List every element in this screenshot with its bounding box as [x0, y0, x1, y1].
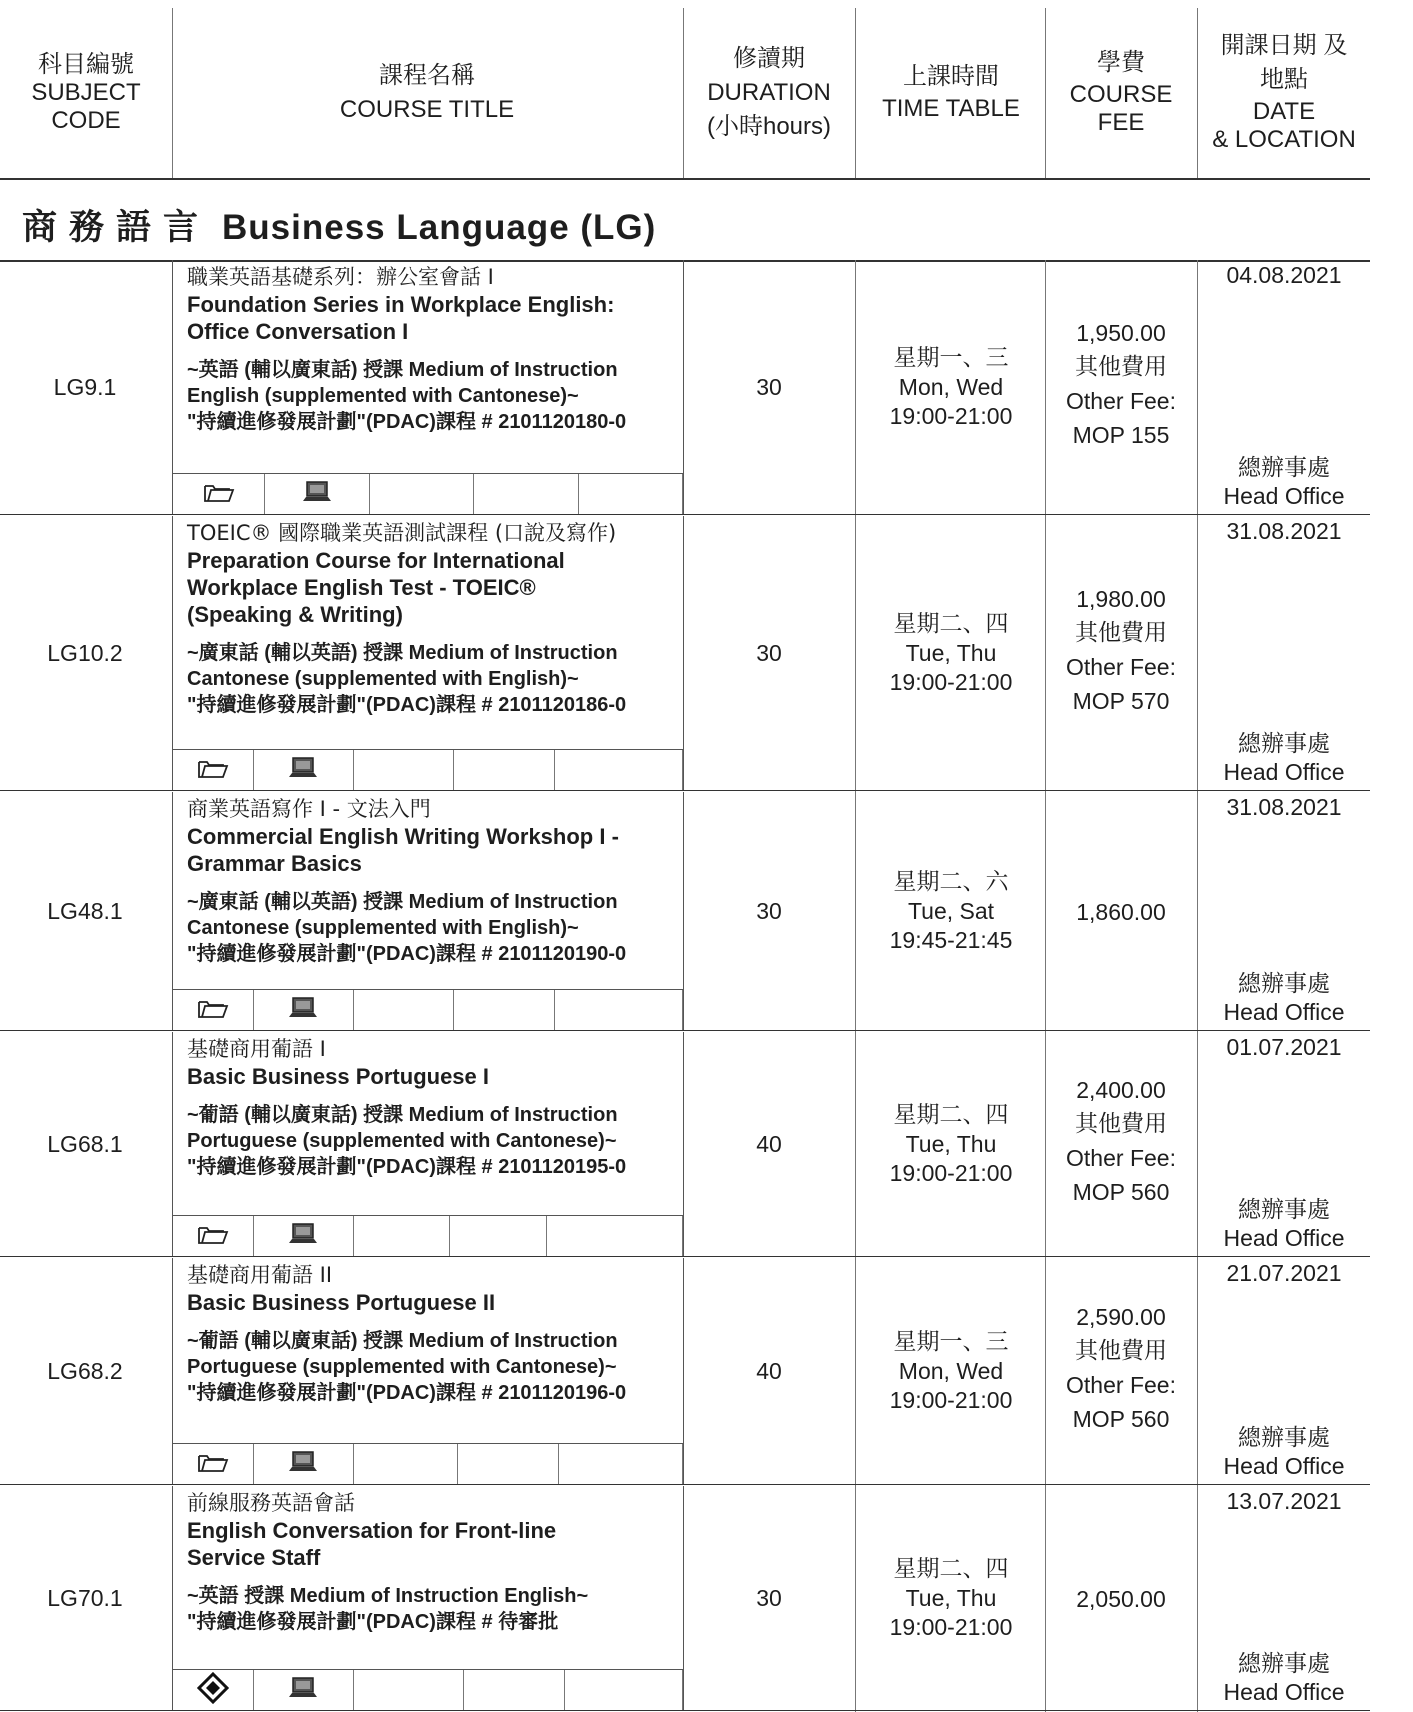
row-rule — [0, 790, 1370, 791]
instruction-medium: "持續進修發展計劃"(PDAC)課程 # 2101120180-0 — [187, 411, 627, 433]
header-label: 開課日期 及 — [1220, 32, 1348, 59]
instruction-medium: Cantonese (supplemented with English)~ — [187, 668, 579, 690]
course-text — [187, 1262, 677, 1406]
icon-cell — [547, 1216, 683, 1256]
course-fee — [1046, 1300, 1196, 1436]
days-zh: 星期二、六 — [893, 869, 1009, 895]
header-time-table — [856, 8, 1046, 178]
instruction-medium-block — [187, 357, 677, 435]
location-zh: 總辦事處 — [1238, 1197, 1330, 1223]
diamond-icon — [197, 1672, 229, 1709]
instruction-medium: ~廣東話 (輔以英語) 授課 Medium of Instruction — [187, 891, 618, 913]
course-title-zh: 商業英語寫作 I - 文法入門 — [187, 797, 431, 821]
course-row — [0, 1258, 1370, 1486]
header-label: TIME TABLE — [882, 95, 1020, 122]
days-zh: 星期一、三 — [893, 345, 1009, 371]
course-title-en-block — [187, 823, 677, 877]
location — [1198, 1650, 1370, 1706]
header-label: DURATION — [707, 79, 831, 106]
class-time: 19:00-21:00 — [889, 669, 1013, 695]
other-fee-zh: 其他費用 — [1075, 354, 1167, 380]
days-zh: 星期二、四 — [893, 1556, 1009, 1582]
course-title-zh: 職業英語基礎系列：辦公室會話 I — [187, 265, 494, 289]
course-title-en-block — [187, 1289, 677, 1316]
location — [1198, 730, 1370, 786]
header-course-fee — [1046, 8, 1196, 178]
location-zh: 總辦事處 — [1238, 1651, 1330, 1677]
icon-cell — [254, 990, 354, 1030]
course-text — [187, 1036, 677, 1180]
course-row — [0, 792, 1370, 1032]
course-title-zh: TOEIC® 國際職業英語測試課程 (口說及寫作) — [187, 521, 617, 545]
instruction-medium: Portuguese (supplemented with Cantonese)~ — [187, 1356, 617, 1378]
course-title-en: Preparation Course for International — [187, 548, 565, 573]
instruction-medium: ~廣東話 (輔以英語) 授課 Medium of Instruction — [187, 642, 618, 664]
instruction-medium: "持續進修發展計劃"(PDAC)課程 # 2101120195-0 — [187, 1156, 627, 1178]
location-en: Head Office — [1223, 759, 1345, 785]
course-title-en-block — [187, 291, 677, 345]
instruction-medium: Cantonese (supplemented with English)~ — [187, 917, 579, 939]
time-table — [856, 1101, 1046, 1188]
course-title-en: Basic Business Portuguese II — [187, 1290, 496, 1315]
start-date: 13.07.2021 — [1226, 1488, 1342, 1514]
row-rule — [0, 514, 1370, 515]
icon-cell — [173, 474, 265, 514]
header-label: COURSE TITLE — [339, 96, 515, 123]
days-en: Tue, Thu — [905, 640, 997, 666]
course-row — [0, 260, 1370, 516]
class-time: 19:00-21:00 — [889, 403, 1013, 429]
subject-code: LG70.1 — [47, 1585, 123, 1611]
header-label: DATE — [1252, 98, 1316, 125]
icon-strip — [173, 749, 683, 790]
other-fee-amount: MOP 155 — [1072, 422, 1170, 448]
header-label: SUBJECT — [31, 79, 141, 106]
course-row — [0, 1486, 1370, 1712]
course-fee — [1046, 582, 1196, 718]
column-divider — [1197, 8, 1198, 178]
location-en: Head Office — [1223, 483, 1345, 509]
days-zh: 星期一、三 — [893, 1329, 1009, 1355]
instruction-medium: ~英語 授課 Medium of Instruction English~ — [187, 1585, 589, 1607]
location-zh: 總辦事處 — [1238, 1425, 1330, 1451]
column-divider — [172, 8, 173, 178]
header-label: 修讀期 — [733, 45, 805, 72]
instruction-medium: Portuguese (supplemented with Cantonese)~ — [187, 1130, 617, 1152]
header-rule — [0, 178, 1370, 180]
course-title-en: Grammar Basics — [187, 851, 362, 876]
course-title-en: Foundation Series in Workplace English: — [187, 292, 615, 317]
days-en: Tue, Sat — [907, 898, 995, 924]
course-title-en: Office Conversation I — [187, 319, 409, 344]
other-fee-amount: MOP 570 — [1072, 688, 1170, 714]
course-title-en: (Speaking & Writing) — [187, 602, 403, 627]
icon-strip — [173, 989, 683, 1030]
course-title-cell — [172, 260, 684, 515]
course-text — [187, 1490, 677, 1635]
location-zh: 總辦事處 — [1238, 731, 1330, 757]
days-en: Tue, Thu — [905, 1131, 997, 1157]
other-fee-zh: 其他費用 — [1075, 1338, 1167, 1364]
column-divider — [683, 8, 684, 178]
instruction-medium: ~葡語 (輔以廣東話) 授課 Medium of Instruction — [187, 1330, 618, 1352]
location-en: Head Office — [1223, 1225, 1345, 1251]
header-label: FEE — [1097, 109, 1145, 136]
icon-cell — [458, 1444, 558, 1484]
time-table — [856, 1555, 1046, 1642]
instruction-medium: ~葡語 (輔以廣東話) 授課 Medium of Instruction — [187, 1104, 618, 1126]
laptop-icon — [301, 479, 333, 510]
duration: 40 — [756, 1131, 782, 1157]
icon-cell — [354, 1670, 464, 1710]
course-title-cell — [172, 792, 684, 1031]
course-title-en-block — [187, 1517, 677, 1571]
icon-cell — [464, 1670, 564, 1710]
other-fee-label: Other Fee: — [1066, 388, 1176, 414]
start-date: 31.08.2021 — [1226, 794, 1342, 820]
row-rule — [0, 1256, 1370, 1257]
duration: 30 — [756, 374, 782, 400]
other-fee-label: Other Fee: — [1066, 1372, 1176, 1398]
icon-cell — [354, 1216, 450, 1256]
start-date: 21.07.2021 — [1226, 1260, 1342, 1286]
header-label: 科目編號 — [38, 51, 134, 78]
row-rule — [0, 1484, 1370, 1485]
course-title-en-block — [187, 547, 677, 628]
course-fee — [1046, 895, 1196, 929]
start-date: 04.08.2021 — [1226, 262, 1342, 288]
icon-cell — [173, 1216, 254, 1256]
days-zh: 星期二、四 — [893, 611, 1009, 637]
header-label: 學費 — [1097, 49, 1145, 76]
folder-icon — [197, 1223, 229, 1250]
icon-cell — [173, 1670, 254, 1710]
icon-strip — [173, 1443, 683, 1484]
other-fee-zh: 其他費用 — [1075, 620, 1167, 646]
header-label: & LOCATION — [1212, 126, 1356, 153]
row-rule — [0, 1030, 1370, 1031]
icon-cell — [565, 1670, 683, 1710]
icon-cell — [254, 1444, 354, 1484]
icon-cell — [559, 1444, 683, 1484]
folder-icon — [197, 997, 229, 1024]
course-row — [0, 516, 1370, 792]
instruction-medium: "持續進修發展計劃"(PDAC)課程 # 2101120186-0 — [187, 694, 627, 716]
other-fee-label: Other Fee: — [1066, 1145, 1176, 1171]
other-fee-amount: MOP 560 — [1072, 1179, 1170, 1205]
icon-cell — [354, 750, 454, 790]
icon-cell — [454, 750, 554, 790]
class-time: 19:45-21:45 — [889, 927, 1013, 953]
header-label: CODE — [51, 107, 121, 134]
subject-code: LG68.2 — [47, 1358, 123, 1384]
course-title-en: Service Staff — [187, 1545, 321, 1570]
header-date-location — [1198, 8, 1370, 178]
course-row — [0, 1032, 1370, 1258]
icon-cell — [555, 750, 683, 790]
icon-cell — [173, 990, 254, 1030]
fee-amount: 1,980.00 — [1076, 586, 1166, 612]
course-fee — [1046, 1582, 1196, 1616]
fee-amount: 2,400.00 — [1076, 1077, 1166, 1103]
class-time: 19:00-21:00 — [889, 1160, 1013, 1186]
instruction-medium: "持續進修發展計劃"(PDAC)課程 # 待審批 — [187, 1611, 559, 1633]
icon-cell — [474, 474, 578, 514]
fee-amount: 2,590.00 — [1076, 1304, 1166, 1330]
icon-strip — [173, 1669, 683, 1710]
days-en: Mon, Wed — [898, 1358, 1004, 1384]
location — [1198, 1196, 1370, 1252]
section-title — [22, 200, 656, 250]
start-date: 01.07.2021 — [1226, 1034, 1342, 1060]
header-label: 上課時間 — [903, 63, 999, 90]
subject-code: LG9.1 — [53, 374, 117, 400]
course-title-cell — [172, 1486, 684, 1711]
folder-icon — [197, 1451, 229, 1478]
instruction-medium: ~英語 (輔以廣東話) 授課 Medium of Instruction — [187, 359, 618, 381]
header-duration — [684, 8, 854, 178]
course-title-en-block — [187, 1063, 677, 1090]
duration: 30 — [756, 898, 782, 924]
row-rule — [0, 1710, 1370, 1711]
section-title-zh: 商務語言 — [22, 208, 211, 248]
instruction-medium-block — [187, 889, 677, 967]
location — [1198, 454, 1370, 510]
icon-cell — [555, 990, 683, 1030]
course-title-cell — [172, 1032, 684, 1257]
course-text — [187, 796, 677, 967]
class-time: 19:00-21:00 — [889, 1387, 1013, 1413]
header-label: COURSE — [1069, 81, 1173, 108]
course-text — [187, 264, 677, 435]
subject-code: LG68.1 — [47, 1131, 123, 1157]
duration: 30 — [756, 640, 782, 666]
course-title-cell — [172, 516, 684, 791]
folder-icon — [203, 481, 235, 508]
icon-cell — [173, 750, 254, 790]
course-fee — [1046, 1073, 1196, 1209]
fee-amount: 2,050.00 — [1076, 1586, 1166, 1612]
header-subject-code — [0, 8, 172, 178]
laptop-icon — [287, 995, 319, 1026]
course-title-en: Commercial English Writing Workshop I - — [187, 824, 619, 849]
course-text — [187, 520, 677, 718]
instruction-medium-block — [187, 1583, 677, 1635]
time-table — [856, 610, 1046, 697]
time-table — [856, 868, 1046, 955]
section-title-en: Business Language (LG) — [222, 208, 657, 247]
course-title-en: Basic Business Portuguese I — [187, 1064, 489, 1089]
icon-cell — [254, 750, 354, 790]
location-en: Head Office — [1223, 999, 1345, 1025]
laptop-icon — [287, 1221, 319, 1252]
start-date: 31.08.2021 — [1226, 518, 1342, 544]
location — [1198, 1424, 1370, 1480]
time-table — [856, 1328, 1046, 1415]
folder-icon — [197, 757, 229, 784]
icon-cell — [579, 474, 683, 514]
header-label: 地點 — [1260, 66, 1308, 93]
icon-cell — [454, 990, 554, 1030]
other-fee-label: Other Fee: — [1066, 654, 1176, 680]
fee-amount: 1,950.00 — [1076, 320, 1166, 346]
course-fee — [1046, 316, 1196, 452]
course-title-zh: 基礎商用葡語 II — [187, 1263, 333, 1287]
course-title-en: English Conversation for Front-line — [187, 1518, 557, 1543]
column-divider — [855, 8, 856, 178]
other-fee-amount: MOP 560 — [1072, 1406, 1170, 1432]
subject-code: LG48.1 — [47, 898, 123, 924]
course-title-en: Workplace English Test - TOEIC® — [187, 575, 536, 600]
icon-strip — [173, 1215, 683, 1256]
instruction-medium-block — [187, 1328, 677, 1406]
class-time: 19:00-21:00 — [889, 1614, 1013, 1640]
column-divider — [1045, 8, 1046, 178]
icon-cell — [173, 1444, 254, 1484]
instruction-medium: "持續進修發展計劃"(PDAC)課程 # 2101120196-0 — [187, 1382, 627, 1404]
days-zh: 星期二、四 — [893, 1102, 1009, 1128]
other-fee-zh: 其他費用 — [1075, 1111, 1167, 1137]
instruction-medium-block — [187, 1102, 677, 1180]
icon-cell — [370, 474, 474, 514]
icon-cell — [254, 1670, 354, 1710]
icon-cell — [354, 1444, 458, 1484]
location-zh: 總辦事處 — [1238, 455, 1330, 481]
fee-amount: 1,860.00 — [1076, 899, 1166, 925]
icon-cell — [354, 990, 454, 1030]
days-en: Mon, Wed — [898, 374, 1004, 400]
subject-code: LG10.2 — [47, 640, 123, 666]
instruction-medium: English (supplemented with Cantonese)~ — [187, 385, 579, 407]
laptop-icon — [287, 755, 319, 786]
icon-cell — [265, 474, 369, 514]
location-en: Head Office — [1223, 1453, 1345, 1479]
days-en: Tue, Thu — [905, 1585, 997, 1611]
location-zh: 總辦事處 — [1238, 971, 1330, 997]
laptop-icon — [287, 1675, 319, 1706]
header-course-title — [172, 8, 682, 178]
header-label: 課程名稱 — [379, 62, 475, 89]
instruction-medium: "持續進修發展計劃"(PDAC)課程 # 2101120190-0 — [187, 943, 627, 965]
header-label: (小時hours) — [706, 113, 832, 140]
course-title-zh: 前線服務英語會話 — [187, 1491, 355, 1515]
course-title-cell — [172, 1258, 684, 1485]
time-table — [856, 344, 1046, 431]
icon-strip — [173, 473, 683, 514]
course-title-zh: 基礎商用葡語 I — [187, 1037, 326, 1061]
icon-cell — [254, 1216, 354, 1256]
instruction-medium-block — [187, 640, 677, 718]
duration: 30 — [756, 1585, 782, 1611]
laptop-icon — [287, 1449, 319, 1480]
location-en: Head Office — [1223, 1679, 1345, 1705]
duration: 40 — [756, 1358, 782, 1384]
location — [1198, 970, 1370, 1026]
icon-cell — [450, 1216, 546, 1256]
